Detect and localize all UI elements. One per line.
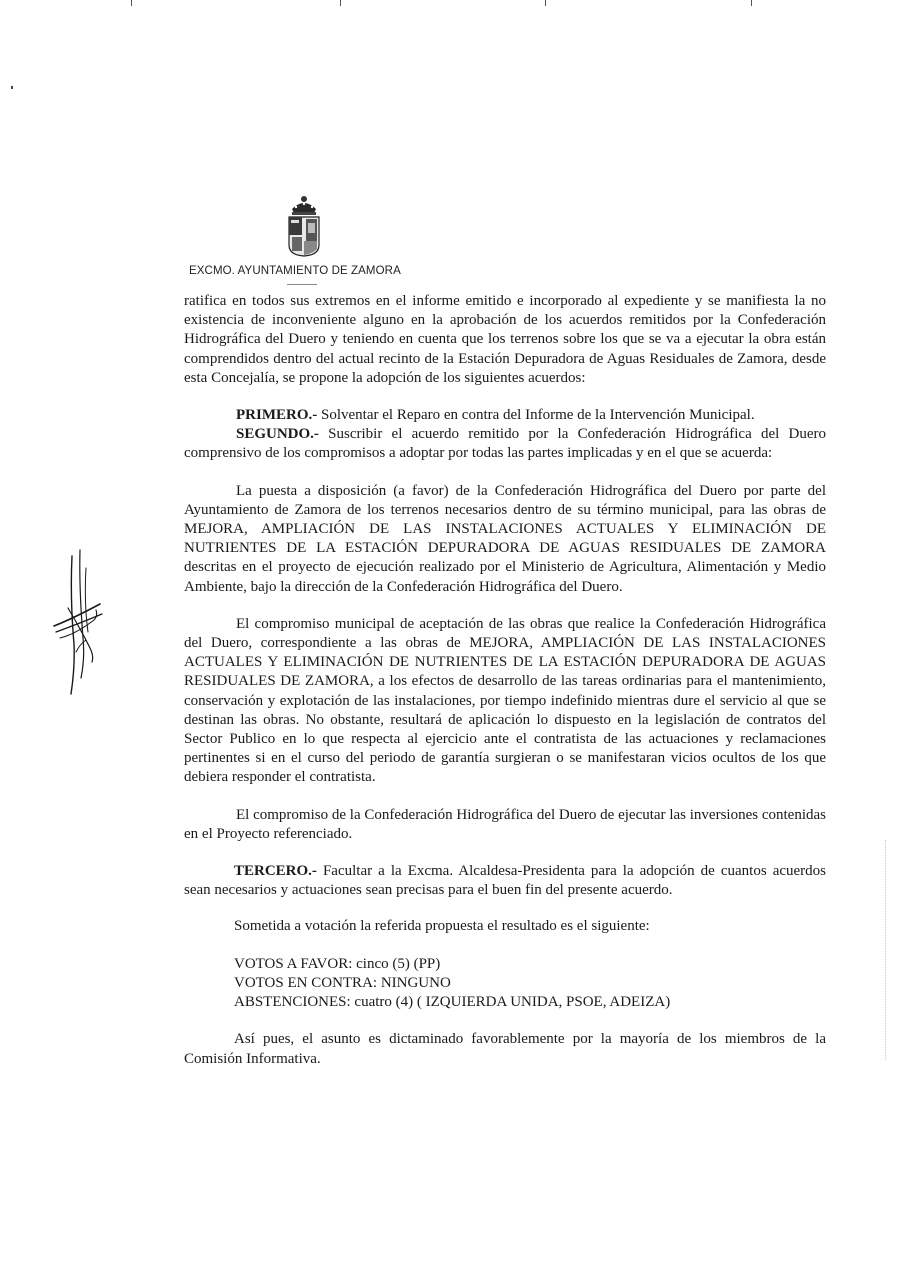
conclusion-paragraph: Así pues, el asunto es dictaminado favorablemente por la mayoría de los miembros de la Comisión Informativa. (184, 1031, 826, 1067)
scan-top-marks (0, 0, 900, 8)
segundo-label: SEGUNDO.- (236, 426, 319, 443)
scan-edge-dots (885, 840, 887, 1060)
zamora-crest-icon (284, 193, 324, 257)
vote-intro: Sometida a votación la referida propuesta el resultado es el siguiente: (234, 918, 650, 935)
paragraph-compromiso-municipal: El compromiso municipal de aceptación de las obras que realice la Confederación Hidrográfica del Duero, correspondiente a las obras de MEJORA, AMPLIACIÓN DE LAS INSTALACIONES ACTUALES Y ELIMINACIÓN DE NUTRIENTES DE LA ESTACIÓN DEPURADORA DE AGUAS RESIDUALES DE ZAMORA, a los efectos de desarrollo de las tareas ordinarias para el mantenimiento, conservación y explotación de las instalaciones, por tiempo indefinido mientras dure el servicio al que se destinan las obras. No obstante, resultará de aplicación lo dispuesto en la legislación de contratos del Sector Publico en lo que respecta al ejercicio ante el contratista de las actuaciones y reclamaciones pertinentes si en el curso del periodo de garantía surgieran o se manifestaran vicios ocultos de los que debiera responder el contratista. (184, 615, 826, 786)
document-body (184, 292, 826, 1069)
tercero-label: TERCERO.- (234, 863, 317, 880)
votes-favor: VOTOS A FAVOR: cinco (5) (PP) (234, 955, 441, 972)
tercero-paragraph (184, 862, 826, 900)
paragraph-terrenos: La puesta a disposición (a favor) de la Confederación Hidrográfica del Duero por parte del Ayuntamiento de Zamora de los terrenos necesarios dentro de su término municipal, para las obras de MEJORA, AMPLIACIÓN DE LAS INSTALACIONES ACTUALES Y ELIMINACIÓN DE NUTRIENTES DE LA ESTACIÓN DEPURADORA DE AGUAS RESIDUALES DE ZAMORA descritas en el proyecto de ejecución realizado por el Ministerio de Agricultura, Alimentación y Medio Ambiente, bajo la dirección de la Confederación Hidrográfica del Duero. (184, 482, 826, 595)
segundo-text: Suscribir el acuerdo remitido por la Confederación Hidrográfica del Duero comprensivo de los compromisos a adoptar por todas las partes implicadas y en el que se acuerda: (184, 426, 826, 462)
segundo-paragraph (184, 425, 826, 463)
votes-against: VOTOS EN CONTRA: NINGUNO (234, 974, 451, 991)
scan-speck (11, 86, 13, 89)
paragraph-compromiso-chd: El compromiso de la Confederación Hidrográfica del Duero de ejecutar las inversiones contenidas en el Proyecto referenciado. (184, 806, 826, 842)
handwritten-signature-icon (50, 548, 106, 696)
tercero-text: Facultar a la Excma. Alcaldesa-Presidenta para la adopción de cuantos acuerdos sean necesarios y actuaciones sean precisas para el buen fin del presente acuerdo. (184, 863, 826, 899)
primero-label: PRIMERO.- (236, 407, 318, 424)
intro-paragraph: ratifica en todos sus extremos en el informe emitido e incorporado al expediente y se manifiesta la no existencia de inconveniente alguno en la aprobación de los acuerdos remitidos por la Confederación Hidrográfica del Duero y teniendo en cuenta que los terrenos sobre los que se va a ejecutar la obra están comprendidos dentro del actual recinto de la Estación Depuradora de Aguas Residuales de Zamora, desde esta Concejalía, se propone la adopción de los siguientes acuerdos: (184, 293, 826, 386)
council-name: EXCMO. AYUNTAMIENTO DE ZAMORA (189, 265, 401, 277)
header-divider (287, 284, 317, 285)
primero-text: Solventar el Reparo en contra del Informe de la Intervención Municipal. (317, 407, 755, 424)
primero-paragraph (184, 406, 826, 425)
abstentions: ABSTENCIONES: cuatro (4) ( IZQUIERDA UNIDA, PSOE, ADEIZA) (234, 994, 671, 1011)
